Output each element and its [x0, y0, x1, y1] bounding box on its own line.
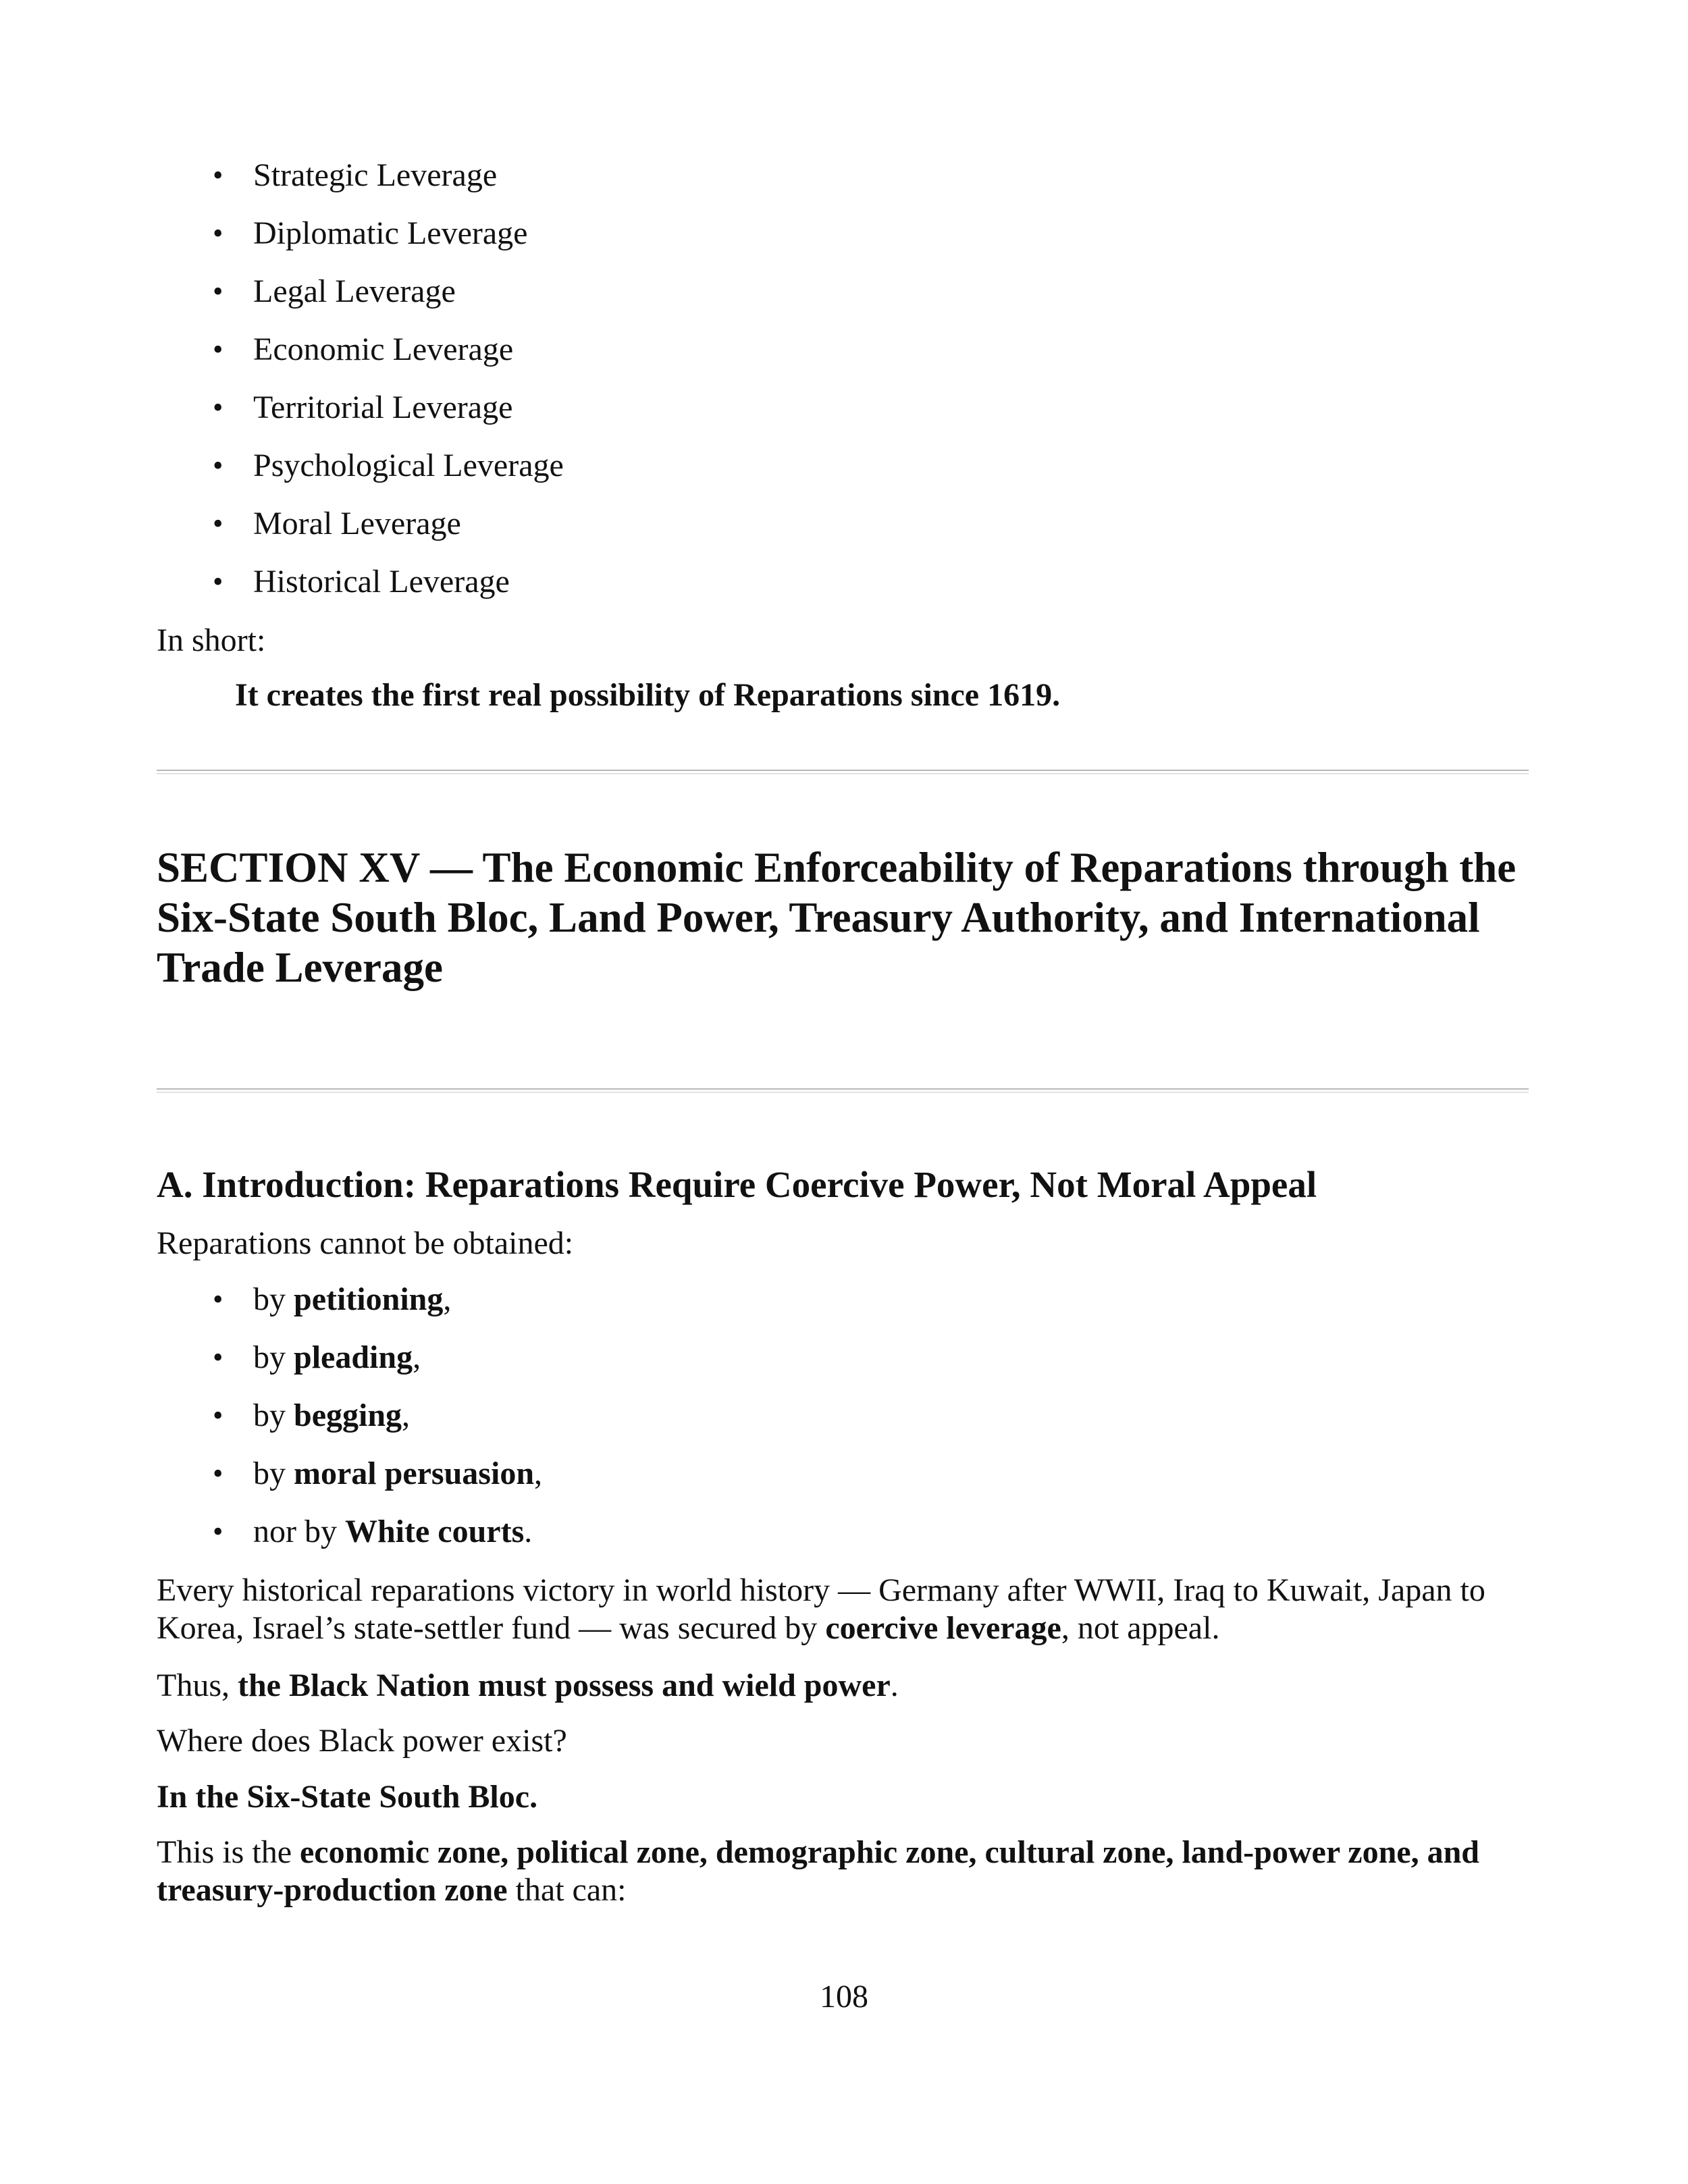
- history-line-1: Every historical reparations victory in world history — Germany after WWII, Iraq to Kuwait, Japan to: [157, 1572, 1485, 1608]
- leverage-item-text: Legal Leverage: [253, 273, 456, 309]
- bullet-icon: •: [213, 507, 223, 540]
- means-item-text: by moral persuasion,: [253, 1456, 543, 1491]
- emphasis-line: It creates the first real possibility of Reparations since 1619.: [235, 677, 1061, 713]
- section-title: SECTION XV — The Economic Enforceability of Reparations through the Six-State South Bloc, Land Power, Treasury Authority, and International Trade Leverage: [157, 844, 1516, 991]
- subsection-heading: A. Introduction: Reparations Require Coercive Power, Not Moral Appeal: [157, 1164, 1317, 1205]
- bullet-icon: •: [213, 1341, 223, 1374]
- zone-paragraph: [157, 1834, 1479, 1909]
- history-line-2: Korea, Israel’s state-settler fund — was secured by coercive leverage, not appeal.: [157, 1610, 1220, 1646]
- answer-text: In the Six-State South Bloc.: [157, 1779, 538, 1815]
- question-text: Where does Black power exist?: [157, 1723, 567, 1759]
- bullet-icon: •: [213, 1283, 223, 1316]
- leverage-item-text: Economic Leverage: [253, 331, 514, 367]
- bullet-icon: •: [213, 217, 223, 250]
- bullet-icon: •: [213, 449, 223, 482]
- bullet-icon: •: [213, 391, 223, 424]
- thus-paragraph: Thus, the Black Nation must possess and wield power.: [157, 1668, 899, 1703]
- leverage-item-text: Historical Leverage: [253, 564, 510, 600]
- section-divider: [157, 770, 1529, 774]
- means-item-text: nor by White courts.: [253, 1514, 533, 1549]
- bullet-icon: •: [213, 333, 223, 366]
- means-item-text: by begging,: [253, 1397, 411, 1433]
- cannot-be-obtained-text: Reparations cannot be obtained:: [157, 1225, 574, 1261]
- in-short-label: In short:: [157, 622, 266, 658]
- bullet-icon: •: [213, 1457, 223, 1490]
- bullet-icon: •: [213, 275, 223, 308]
- zone-line-1: This is the economic zone, political zone, demographic zone, cultural zone, land-power zone, and: [157, 1834, 1479, 1870]
- zone-line-2: treasury-production zone that can:: [157, 1872, 627, 1908]
- leverage-item-text: Territorial Leverage: [253, 390, 513, 425]
- leverage-item-text: Strategic Leverage: [253, 157, 498, 193]
- bullet-icon: •: [213, 159, 223, 192]
- history-paragraph: [157, 1572, 1485, 1647]
- leverage-item-text: Moral Leverage: [253, 506, 461, 541]
- bullet-icon: •: [213, 1515, 223, 1548]
- bullet-icon: •: [213, 1399, 223, 1432]
- means-item-text: by petitioning,: [253, 1281, 452, 1317]
- bullet-icon: •: [213, 565, 223, 598]
- section-divider: [157, 1088, 1529, 1093]
- means-item-text: by pleading,: [253, 1339, 421, 1375]
- leverage-item-text: Psychological Leverage: [253, 448, 564, 483]
- page-number: 108: [820, 1979, 868, 2015]
- leverage-item-text: Diplomatic Leverage: [253, 215, 528, 251]
